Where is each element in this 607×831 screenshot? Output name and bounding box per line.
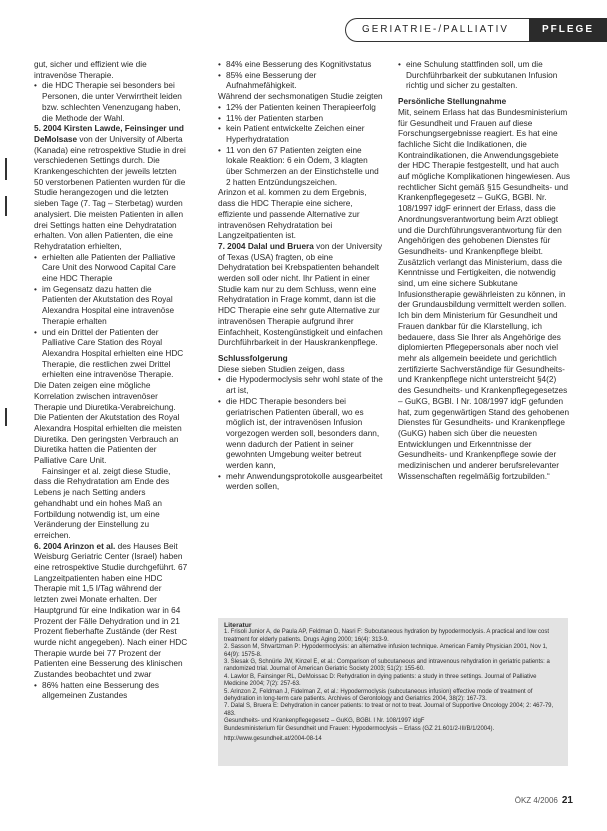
- literature-title: Literatur: [224, 622, 252, 629]
- paragraph: Während der sechsmonatigen Studie zeigten: [218, 92, 383, 102]
- list-item: • mehr Anwendungsprotokolle ausgearbeitet werden sollen,: [218, 472, 384, 493]
- opinion-heading: Persönliche Stellungnahme: [398, 97, 507, 107]
- study-heading: 5. 2004 Kirsten Lawde, Feinsinger und DeMolsase: [34, 124, 184, 144]
- list-item: • die HDC Therapie sei besonders bei Personen, die unter Verwirrtheit leiden bzw. schlechten Venenzugang haben, die Methode der Wahl.: [34, 81, 188, 124]
- text-column-1: [34, 60, 188, 702]
- section-brand: PFLEGE: [529, 18, 607, 42]
- study-heading: 6. 2004 Arinzon et al.: [34, 541, 116, 551]
- study-text: von der University of Alberta (Kanada) eine retrospektive Studie in drei verschiedenen Settings durch. Die Krankengeschichten der jeweils letzten 50 verstorbenen Patienten wurden für die Studie herangezogen und die letzten sieben Tage (7. Tag – Sterbetag) wurden analysiert. Die meisten Patienten in allen drei Settings hatten eine Dehydratation erhalten. Von allen Patienten, die eine Rehydratation erhielten,: [34, 134, 186, 251]
- literature-item: 1. Frisoli Junior A, de Paula AP, Feldman D, Nasri F: Subcutaneous hydration by hypodermoclysis. A practical and low cost treatment for elderly patients. Drugs Aging 2000; 16(4): 313-9.: [224, 629, 550, 643]
- paragraph: Fainsinger et al. zeigt diese Studie, dass die Rehydratation am Ende des Lebens je nach Setting anders gehandhabt und ein hohes Maß an Fortbildung notwendig ist, um eine Veränderung der Einstellung zu erreichen.: [34, 466, 171, 540]
- study-5: [34, 124, 188, 252]
- section-header: [345, 18, 607, 42]
- literature-item: 3. Slesak G, Schnürle JW, Kinzel E, et al.: Comparison of subcutaneous and intravenous rehydration in geriatric patients: a randomized trial. Journal of American Geriatric Society 2003; 51(2): 155-60.: [224, 659, 550, 673]
- paragraph: Mit, seinem Erlass hat das Bundesministerium für Gesundheit und Frauen auf diese Forschungsergebnisse reagiert. Es hat eine fachliche Sicht die Indikationen, die Kontraindikationen, die Anwendungsgebiete der HDC Therapie festgestellt, und hat auch auf mögliche Komplikationen hingewiesen. Aus rechtlicher Sicht gemäß §15 Gesundheits- und Krankenpflegegesetz – GuKG, BGBl. Nr. 108/1997 idgF erinnert der Erlass, dass die Anordnungsverantwortung beim Arzt obliegt und die Durchführungsverantwortung für den Angehörigen des gehobenen Dienstes für Gesundheits- und Krankenpflege bleibt. Zusätzlich verlangt das Ministerium, dass die Kenntnisse und Fertigkeiten, die notwendig sind, um eine sichere Subkutane Infusionstherapie gewährleisten zu können, in der Grundausbildung vermittelt werden sollen. Ich bin dem Ministerium für Gesundheit und Frauen dankbar für die Klarstellung, ich bedauere, dass Sie Ihrer als Angehörige des diplomierten Pflegepersonals aber noch viel mehr als allgemein beeidete und gerichtlich zertifizierte Sachverständige für Gesundheits- und Krankenpflege nicht unterstreicht §4(2) des Gesundheits- und Krankenpflegegesetzes – GuKG, BGBl. I Nr. 108/1997 idgF gefunden hat, zum gegenwärtigen Stand des gehobenen Dienstes für Gesundheits- und Krankenpflege (GuKG) haben sich über die neuesten Entwicklungen und Erkenntnisse der Gesundheits- und Krankenpflege sowie der medizinischen und anderer berufsrelevanter Wissenschaften regelmäßig fortzubilden.“: [398, 107, 570, 481]
- list-item: • die HDC Therapie besonders bei geriatrischen Patienten überall, wo es möglich ist, der intravenösen Infusion vorgezogen werden soll, besonders dann, wenn dadurch der Patient in seiner gewohnten Umgebung weiter betreut werden kann,: [218, 397, 384, 472]
- list-item: • eine Schulung stattfinden soll, um die Durchführbarkeit der subkutanen Infusion richtig und sicher zu gestalten.: [398, 60, 570, 92]
- literature-item: 2. Sasson M, Shvartzman P: Hypodermoclysis: an alternative infusion technique. American Family Physician 2001, Nov 1, 64(9): 1575-8.: [224, 644, 548, 658]
- list-item: • 84% eine Besserung des Kognitivstatus: [218, 60, 384, 71]
- study-text: von der University of Texas (USA) fragten, ob eine Dehydratation bei Krebspatienten behandelt werden soll oder nicht. Ihr Patient in einer Studie kam nur zu dem Schluss, wenn eine Rehydratation in Frage kommt, dann ist die HDC Therapie eine sehr gute Alternative zur intravenösen Therapie aufgrund ihrer Einfachheit, Kostengünstigkeit und einfachen Durchführbarkeit in der Hauskrankenpflege.: [218, 241, 383, 348]
- study-6: [34, 542, 188, 681]
- bullet-list: [218, 60, 384, 92]
- literature-url[interactable]: http://www.gesundheit.at/2004-08-14: [224, 736, 322, 743]
- paragraph: Arinzon et al. kommen zu dem Ergebnis, dass die HDC Therapie eine sichere, effiziente und passende Alternative zur intravenösen Rehydratation bei Langzeitpatienten ist.: [218, 188, 367, 241]
- list-item: • die Hypodermoclysis sehr wohl state of the art ist,: [218, 375, 384, 396]
- list-item: • 11% der Patienten starben: [218, 114, 384, 125]
- list-item: • 12% der Patienten keinen Therapieerfolg: [218, 103, 384, 114]
- text-column-2: [218, 60, 384, 493]
- page-footer: [515, 795, 573, 806]
- margin-mark: [5, 408, 7, 426]
- literature-box: [218, 618, 568, 766]
- paragraph: gut, sicher und effizient wie die intravenöse Therapie.: [34, 60, 147, 80]
- literature-item: 5. Arinzon Z, Feldman J, Fidelman Z, et al.: Hypodermoclysis (subcutaneous infusion) effective mode of treatment of dehydration in long-term care patients. Archives of Gerontology and Geriatrics 2004, 38(2): 167-73.: [224, 688, 533, 703]
- bullet-list: [398, 60, 570, 92]
- page-number: 21: [561, 795, 573, 806]
- literature-item: Gesundheits- und Krankenpflegegesetz – GuKG, BGBl. I Nr. 108/1997 idgF: [224, 718, 425, 725]
- literature-item: 7. Dalal S, Bruera E: Dehydration in cancer patients: to treat or not to treat. Journal of Supportive Oncology 2004; 2: 467-79, 483.: [224, 703, 554, 717]
- bullet-list: [34, 681, 188, 702]
- literature-item: 4. Lawlor B, Fainsinger RL, DeMoissac D: Rehydration in dying patients: a study in three settings. Journal of Palliative Medicine 2004; 7(2): 257-63.: [224, 673, 537, 688]
- list-item: • erhielten alle Patienten der Palliative Care Unit des Norwood Capital Care eine HDC Therapie: [34, 253, 188, 285]
- study-text: des Hauses Beit Weisburg Geriatric Center (Israel) haben eine retrospektive Studie durchgeführt. 67 Langzeitpatienten haben eine HDC Therapie mit 1,5 l/Tag während der letzten zwei Monate erhalten. Der Hauptgrund für eine Indikation war in 64 Prozent der Fälle Dehydration und in 21 Prozent fieberhafte Zustände (der Rest wurde nicht angegeben). Nach einer HDC Therapie wurde bei 77 Prozent der Patienten eine Besserung des klinischen Zustandes beobachtet und zwar: [34, 541, 188, 680]
- list-item: • kein Patient entwickelte Zeichen einer Hyperhydratation: [218, 124, 384, 145]
- bullet-list: [34, 81, 188, 124]
- list-item: • im Gegensatz dazu hatten die Patienten der Akutstation des Royal Alexandra Hospital eine intravenöse Therapie erhalten: [34, 285, 188, 328]
- bullet-list: [218, 375, 384, 493]
- list-item: • 11 von den 67 Patienten zeigten eine lokale Reaktion: 6 ein Ödem, 3 klagten über Schmerzen an der Einstichstelle und 2 hatten Entzündungszeichen.: [218, 146, 384, 189]
- list-item: • 86% hatten eine Besserung des allgemeinen Zustandes: [34, 681, 188, 702]
- section-label: GERIATRIE-/PALLIATIV: [345, 18, 529, 42]
- margin-mark: [5, 158, 7, 180]
- text-column-3: [398, 60, 570, 482]
- paragraph: Die Daten zeigen eine mögliche Korrelation zwischen intravenöser Therapie und Diuretika-Verabreichung. Die Patienten der Akutstation des Royal Alexandra Hospital erhielten die meisten Diuretika. Den geringsten Verbrauch an Diuretika hatten die Patienten der Palliative Care Unit.: [34, 381, 182, 466]
- margin-mark: [5, 196, 7, 216]
- conclusion-heading: Schlussfolgerung: [218, 353, 288, 363]
- study-heading: 7. 2004 Dalal und Bruera: [218, 241, 314, 251]
- bullet-list: [34, 253, 188, 381]
- paragraph: Diese sieben Studien zeigen, dass: [218, 364, 345, 374]
- literature-item: Bundesministerium für Gesundheit und Frauen: Hypodermoclysis – Erlass (GZ 21.601/2-III/B/1/2004).: [224, 725, 495, 732]
- list-item: • und ein Drittel der Patienten der Palliative Care Station des Royal Alexandra Hospital erhielten eine HDC Therapie, die restlichen zwei Drittel erhielten eine intravenöse Therapie.: [34, 328, 188, 382]
- issue-label: ÖKZ 4/2006: [514, 796, 558, 805]
- bullet-list: [218, 103, 384, 189]
- study-7: [218, 242, 384, 349]
- list-item: • 85% eine Besserung der Aufnahmefähigkeit.: [218, 71, 384, 92]
